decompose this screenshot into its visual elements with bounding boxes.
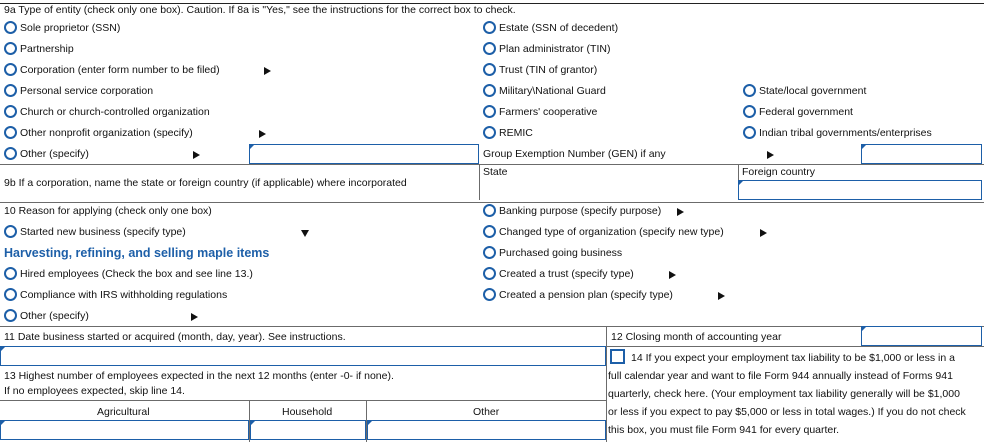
radio-other-nonprofit[interactable] — [4, 126, 17, 139]
line-11-label: 11 Date business started or acquired (month, day, year). See instructions. — [4, 331, 346, 343]
line-14-text-3: or less if you expect to pay $5,000 or less in total wages.) If you do not check — [608, 406, 966, 418]
other-employees-input[interactable] — [367, 420, 606, 440]
arrow-right-icon — [259, 130, 266, 138]
label-federal-gov: Federal government — [759, 106, 853, 118]
radio-indian-tribal[interactable] — [743, 126, 756, 139]
date-started-input[interactable] — [0, 346, 606, 366]
agricultural-input[interactable] — [0, 420, 249, 440]
radio-sole-proprietor[interactable] — [4, 21, 17, 34]
line-12-label: 12 Closing month of accounting year — [611, 331, 782, 343]
label-church: Church or church-controlled organization — [20, 106, 210, 118]
other-specify-input[interactable] — [249, 144, 479, 164]
line-14-label: 14 If you expect your employment tax liability to be $1,000 or less in a — [631, 352, 955, 364]
label-hired-employees: Hired employees (Check the box and see line 13.) — [20, 268, 253, 280]
arrow-right-icon — [191, 313, 198, 321]
radio-other-reason[interactable] — [4, 309, 17, 322]
radio-corporation[interactable] — [4, 63, 17, 76]
label-compliance-irs: Compliance with IRS withholding regulations — [20, 289, 228, 301]
gen-label: Group Exemption Number (GEN) if any — [483, 148, 666, 160]
radio-started-new-business[interactable] — [4, 225, 17, 238]
label-created-trust: Created a trust (specify type) — [499, 268, 634, 280]
label-created-pension: Created a pension plan (specify type) — [499, 289, 673, 301]
line-13-label: 13 Highest number of employees expected in the next 12 months (enter -0- if none). — [4, 370, 394, 382]
other-employees-label: Other — [473, 406, 500, 418]
label-estate: Estate (SSN of decedent) — [499, 22, 619, 34]
gen-input[interactable] — [861, 144, 982, 164]
closing-month-input[interactable] — [861, 326, 982, 346]
label-state-local-gov: State/local government — [759, 85, 867, 97]
line-9b-label: 9b If a corporation, name the state or foreign country (if applicable) where incorporated — [4, 177, 407, 189]
radio-state-local-gov[interactable] — [743, 84, 756, 97]
arrow-right-icon — [718, 292, 725, 300]
label-indian-tribal: Indian tribal governments/enterprises — [759, 127, 932, 139]
radio-created-pension[interactable] — [483, 288, 496, 301]
label-trust: Trust (TIN of grantor) — [499, 64, 598, 76]
label-purchased-business: Purchased going business — [499, 247, 623, 259]
radio-federal-gov[interactable] — [743, 105, 756, 118]
form-944-checkbox[interactable] — [610, 349, 625, 364]
radio-personal-service-corp[interactable] — [4, 84, 17, 97]
label-sole-proprietor: Sole proprietor (SSN) — [20, 22, 121, 34]
label-corporation: Corporation (enter form number to be filed) — [20, 64, 220, 76]
line-14-text-4: this box, you must file Form 941 for every quarter. — [608, 424, 840, 436]
radio-partnership[interactable] — [4, 42, 17, 55]
household-input[interactable] — [250, 420, 366, 440]
label-plan-administrator: Plan administrator (TIN) — [499, 43, 611, 55]
line-10-heading: 10 Reason for applying (check only one box) — [4, 205, 212, 217]
arrow-right-icon — [669, 271, 676, 279]
label-other-nonprofit: Other nonprofit organization (specify) — [20, 127, 193, 139]
arrow-right-icon — [264, 67, 271, 75]
radio-plan-administrator[interactable] — [483, 42, 496, 55]
radio-trust[interactable] — [483, 63, 496, 76]
radio-purchased-business[interactable] — [483, 246, 496, 259]
radio-church[interactable] — [4, 105, 17, 118]
label-started-new-business: Started new business (specify type) — [20, 226, 186, 238]
label-remic: REMIC — [499, 127, 533, 139]
arrow-right-icon — [193, 151, 200, 159]
label-other-specify: Other (specify) — [20, 148, 89, 160]
line-14-text-2: quarterly, check here. (Your employment tax liability generally will be $1,000 — [608, 388, 960, 400]
radio-hired-employees[interactable] — [4, 267, 17, 280]
label-personal-service-corp: Personal service corporation — [20, 85, 154, 97]
radio-banking-purpose[interactable] — [483, 204, 496, 217]
label-changed-type: Changed type of organization (specify new type) — [499, 226, 724, 238]
radio-other-specify[interactable] — [4, 147, 17, 160]
line-13-sublabel: If no employees expected, skip line 14. — [4, 385, 185, 397]
radio-created-trust[interactable] — [483, 267, 496, 280]
household-label: Household — [282, 406, 333, 418]
arrow-right-icon — [760, 229, 767, 237]
label-banking-purpose: Banking purpose (specify purpose) — [499, 205, 662, 217]
arrow-right-icon — [677, 208, 684, 216]
label-military: Military\National Guard — [499, 85, 606, 97]
state-label: State — [483, 166, 508, 178]
radio-farmers-coop[interactable] — [483, 105, 496, 118]
radio-remic[interactable] — [483, 126, 496, 139]
agricultural-label: Agricultural — [97, 406, 150, 418]
radio-estate[interactable] — [483, 21, 496, 34]
radio-compliance-irs[interactable] — [4, 288, 17, 301]
business-type-value[interactable]: Harvesting, refining, and selling maple items — [4, 246, 270, 260]
line-14-text-1: full calendar year and want to file Form 944 annually instead of Forms 941 — [608, 370, 953, 382]
radio-changed-type[interactable] — [483, 225, 496, 238]
radio-military[interactable] — [483, 84, 496, 97]
label-partnership: Partnership — [20, 43, 74, 55]
foreign-country-input[interactable] — [738, 180, 982, 200]
arrow-right-icon — [767, 151, 774, 159]
label-farmers-coop: Farmers' cooperative — [499, 106, 598, 118]
foreign-country-label: Foreign country — [742, 166, 815, 178]
arrow-down-icon — [301, 230, 309, 237]
label-other-reason: Other (specify) — [20, 310, 89, 322]
line-9a-heading: 9a Type of entity (check only one box). Caution. If 8a is "Yes," see the instructions for the correct box to check. — [4, 4, 516, 16]
